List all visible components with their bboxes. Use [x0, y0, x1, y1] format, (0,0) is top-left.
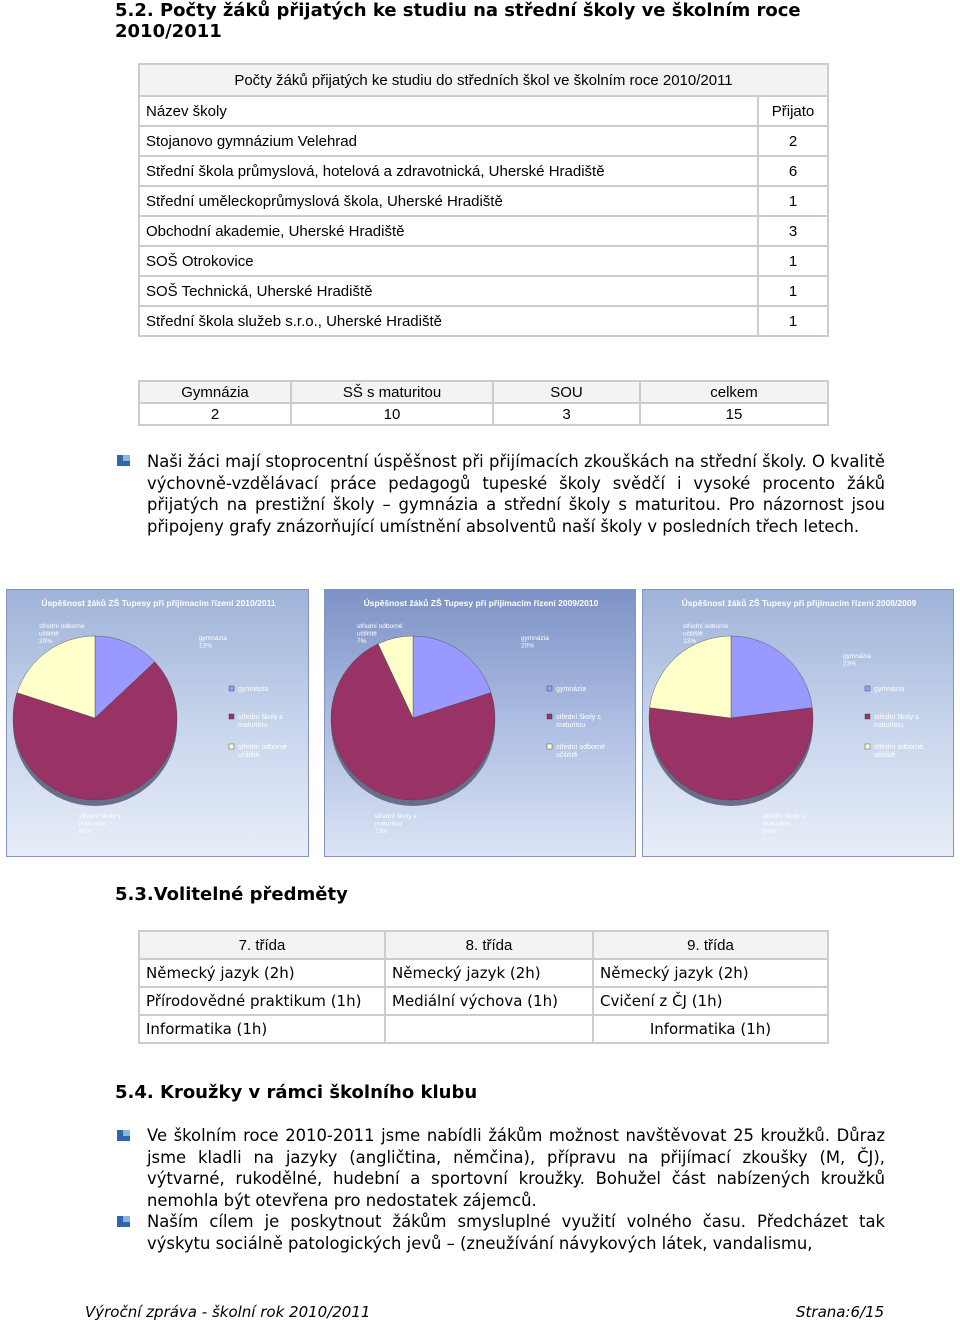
table-row	[139, 959, 828, 987]
admissions-table	[138, 63, 829, 337]
school-name: SOŠ Otrokovice	[139, 246, 758, 276]
electives-header-9: 9. třída	[593, 931, 828, 959]
slice-label: gymnázia 23%	[843, 653, 871, 668]
paragraph-clubs: Ve školním roce 2010-2011 jsme nabídli žákům možnost navštěvovat 25 kroužků. Důraz jsme kladli na jazyky (angličtina, němčina), přípravu na přijímací zkoušky (M, ČJ), výtvarné, rukodělné, hudební a sportovní kroužky. Bohužel část nabízených kroužků nemohla být otevřena pro nedostatek zájemců.	[147, 1126, 885, 1210]
electives-header-7: 7. třída	[139, 931, 385, 959]
elective-cell: Německý jazyk (2h)	[593, 959, 828, 987]
summary-value-gymnasia: 2	[139, 403, 291, 425]
bullet-icon	[117, 1216, 130, 1227]
electives-header-8: 8. třída	[385, 931, 593, 959]
admitted-count: 1	[758, 186, 828, 216]
elective-cell: Informatika (1h)	[593, 1015, 828, 1043]
summary-header-ss-maturita: SŠ s maturitou	[291, 381, 493, 403]
legend-entry: gymnázia	[238, 686, 268, 693]
table-row	[139, 987, 828, 1015]
school-name: Střední škola služeb s.r.o., Uherské Hradiště	[139, 306, 758, 336]
admitted-count: 1	[758, 306, 828, 336]
summary-value-sou: 3	[493, 403, 640, 425]
admissions-table-caption: Počty žáků přijatých ke studiu do středních škol ve školním roce 2010/2011	[139, 64, 828, 96]
table-row	[139, 246, 828, 276]
legend-swatch	[229, 714, 234, 719]
legend-entry: střední školy s maturitou	[238, 714, 283, 729]
slice-label: gymnázia 20%	[521, 635, 549, 650]
admitted-count: 2	[758, 126, 828, 156]
summary-table	[138, 380, 829, 426]
legend-swatch	[547, 686, 552, 691]
elective-cell	[385, 1015, 593, 1043]
school-name: Stojanovo gymnázium Velehrad	[139, 126, 758, 156]
column-header-school-name: Název školy	[139, 96, 758, 126]
chart-title: Úspěšnost žáků ZŠ Tupesy při přijímacím řízení 2010/2011	[41, 598, 276, 608]
pie-slice-gymnázia	[731, 636, 812, 718]
legend-swatch	[865, 714, 870, 719]
legend-entry: střední odborné učiliště	[874, 744, 924, 759]
elective-cell: Německý jazyk (2h)	[385, 959, 593, 987]
legend-entry: střední odborné učiliště	[238, 744, 288, 759]
school-name: Střední uměleckoprůmyslová škola, Uherské Hradiště	[139, 186, 758, 216]
column-header-admitted: Přijato	[758, 96, 828, 126]
slice-label: střední odborné učiliště 7%	[357, 623, 403, 645]
pie-chart-2010-2011	[6, 589, 309, 857]
pie-slice-střední-školy-s-maturitou	[649, 708, 813, 800]
electives-table	[138, 930, 829, 1044]
chart-title: Úspěšnost žáků ZŠ Tupesy při přijímacím řízení 2009/2010	[363, 598, 599, 608]
school-name: SOŠ Technická, Uherské Hradiště	[139, 276, 758, 306]
summary-header-sou: SOU	[493, 381, 640, 403]
slice-label: střední odborné učiliště 23%	[683, 623, 729, 645]
elective-cell: Mediální výchova (1h)	[385, 987, 593, 1015]
bullet-icon	[117, 1130, 130, 1141]
admitted-count: 3	[758, 216, 828, 246]
legend-entry: gymnázia	[556, 686, 586, 693]
slice-label: střední školy s maturitou 67%	[79, 813, 121, 835]
legend-entry: střední školy s maturitou	[556, 714, 601, 729]
pie-chart-2008-2009	[642, 589, 954, 857]
section-5-3-title: 5.3.Volitelné předměty	[115, 884, 348, 905]
legend-swatch	[229, 744, 234, 749]
chart-title: Úspěšnost žáků ZŠ Tupesy při přijímacím řízení 2008/2009	[681, 598, 917, 608]
legend-swatch	[865, 744, 870, 749]
elective-cell: Cvičení z ČJ (1h)	[593, 987, 828, 1015]
pie-chart-2009-2010	[324, 589, 636, 857]
paragraph-success-rate: Naši žáci mají stoprocentní úspěšnost při přijímacích zkouškách na střední školy. O kvalitě výchovně-vzdělávací práce pedagogů tupeské školy svědčí i vysoké procento žáků přijatých na prestižní školy – gymnázia a střední školy s maturitou. Pro názornost jsou připojeny grafy znázorňující umístnění absolventů naší školy v posledních třech letech.	[147, 452, 885, 536]
legend-entry: střední odborné učiliště	[556, 744, 606, 759]
elective-cell: Informatika (1h)	[139, 1015, 385, 1043]
slice-label: gymnázia 13%	[199, 635, 227, 650]
legend-swatch	[865, 686, 870, 691]
bullet-icon	[117, 455, 130, 466]
slice-label: střední odborné učiliště 20%	[39, 623, 85, 645]
table-row	[139, 306, 828, 336]
footer-left: Výroční zpráva - školní rok 2010/2011	[85, 1303, 371, 1321]
table-row	[139, 276, 828, 306]
admitted-count: 1	[758, 246, 828, 276]
pie-slice-střední-odborné-učiliště	[650, 636, 731, 718]
summary-header-gymnasia: Gymnázia	[139, 381, 291, 403]
legend-swatch	[547, 744, 552, 749]
legend-entry: gymnázia	[874, 686, 904, 693]
paragraph-free-time: Naším cílem je poskytnout žákům smysluplné využití volného času. Předcházet tak výskytu sociálně patologických jevů – (zneužívání návykových látek, vandalismu,	[147, 1212, 885, 1253]
school-name: Obchodní akademie, Uherské Hradiště	[139, 216, 758, 246]
elective-cell: Přírodovědné praktikum (1h)	[139, 987, 385, 1015]
legend-swatch	[229, 686, 234, 691]
slice-label: střední školy s maturitou 54%	[763, 813, 805, 835]
table-row	[139, 1015, 828, 1043]
summary-value-total: 15	[640, 403, 828, 425]
section-5-4-title: 5.4. Kroužky v rámci školního klubu	[115, 1082, 478, 1103]
summary-value-ss-maturita: 10	[291, 403, 493, 425]
legend-swatch	[547, 714, 552, 719]
admitted-count: 1	[758, 276, 828, 306]
table-row	[139, 186, 828, 216]
elective-cell: Německý jazyk (2h)	[139, 959, 385, 987]
section-5-2-title: 5.2. Počty žáků přijatých ke studiu na střední školy ve školním roce 2010/2011	[115, 0, 801, 42]
table-row	[139, 126, 828, 156]
legend-entry: střední školy s maturitou	[874, 714, 919, 729]
table-row	[139, 216, 828, 246]
table-row	[139, 156, 828, 186]
school-name: Střední škola průmyslová, hotelová a zdravotnická, Uherské Hradiště	[139, 156, 758, 186]
footer-page-number: Strana:6/15	[796, 1303, 885, 1321]
summary-header-total: celkem	[640, 381, 828, 403]
admitted-count: 6	[758, 156, 828, 186]
slice-label: střední školy s maturitou 73%	[375, 813, 417, 835]
